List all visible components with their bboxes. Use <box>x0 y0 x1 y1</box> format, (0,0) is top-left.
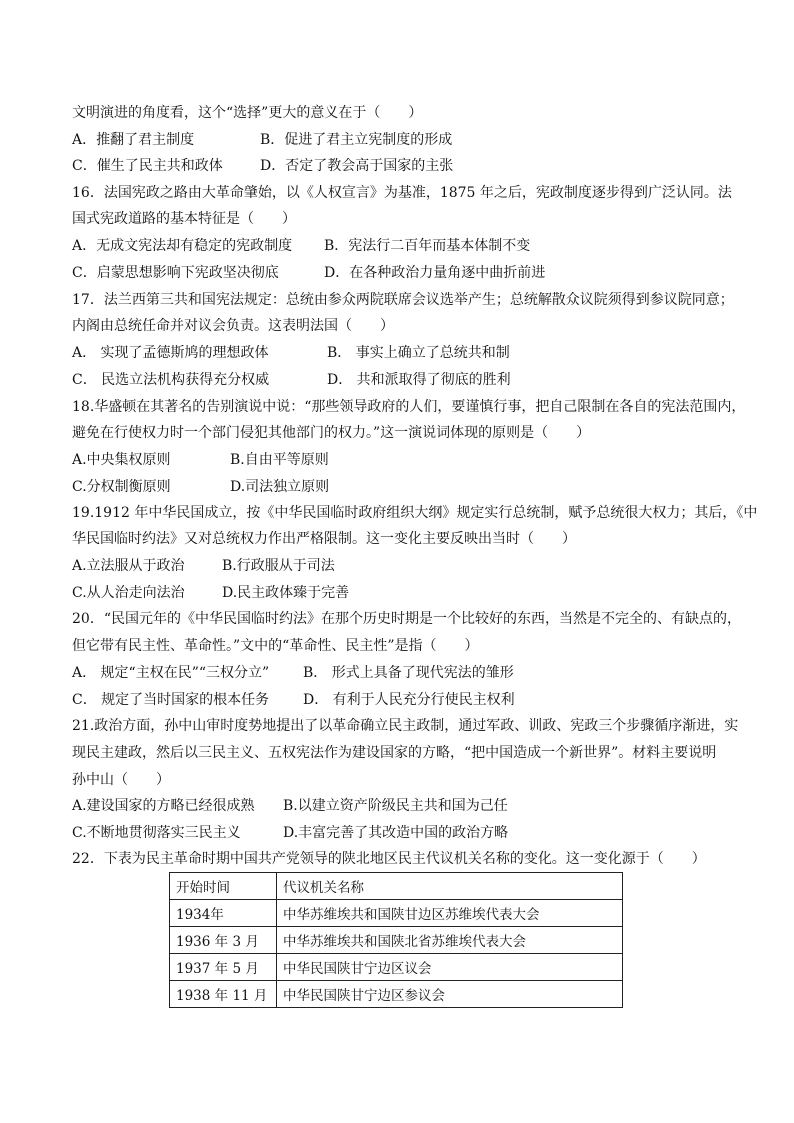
q22-table <box>169 872 623 1008</box>
q21-stem-line1: 21.政治方面，孙中山审时度势地提出了以革命确立民主政制，通过军政、训政、宪政三个步骤循序渐进，实 <box>72 718 739 734</box>
q19-stem-line2: 华民国临时约法》又对总统权力作出严格限制。这一变化主要反映出当时（ ） <box>72 531 576 547</box>
q15-option-a[interactable]: A．推翻了君主制度 <box>72 132 195 148</box>
table-row <box>170 927 623 954</box>
q19-option-a[interactable]: A.立法服从于政治 <box>72 558 185 574</box>
q17-stem-line1: 17．法兰西第三共和国宪法规定：总统由参众两院联席会议选举产生；总统解散众议院须得到参议院同意； <box>72 292 734 308</box>
q17-option-a[interactable]: A． 实现了孟德斯鸠的理想政体 <box>72 345 269 361</box>
table-header-organ-name: 代议机关名称 <box>277 873 623 900</box>
q20-option-c[interactable]: C． 规定了当时国家的根本任务 <box>72 692 270 708</box>
q18-stem-line2: 避免在行使权力时一个部门侵犯其他部门的权力。”这一演说词体现的原则是（ ） <box>72 425 591 441</box>
q16-stem-line2: 国式宪政道路的基本特征是（ ） <box>72 211 296 227</box>
q20-option-a[interactable]: A． 规定“主权在民”“三权分立” <box>72 665 270 681</box>
table-cell-name: 中华民国陕甘宁边区议会 <box>277 954 623 981</box>
q15-option-d[interactable]: D．否定了教会高于国家的主张 <box>260 158 454 174</box>
q20-stem-line1: 20．“民国元年的《中华民国临时约法》在那个历史时期是一个比较好的东西，当然是不完全的、有缺点的， <box>72 611 741 627</box>
table-header-row <box>170 873 623 900</box>
q18-option-b[interactable]: B.自由平等原则 <box>230 452 329 468</box>
q18-stem-line1: 18.华盛顿在其著名的告别演说中说：“那些领导政府的人们，要谨慎行事，把自己限制在各自的宪法范围内， <box>72 399 746 415</box>
q15-option-c[interactable]: C．催生了民主共和政体 <box>72 158 223 174</box>
q17-option-c[interactable]: C． 民选立法机构获得充分权威 <box>72 372 270 388</box>
table-row <box>170 981 623 1008</box>
q22-stem: 22．下表为民主革命时期中国共产党领导的陕北地区民主代议机关名称的变化。这一变化源于（ ） <box>72 851 706 867</box>
q17-stem-line2: 内阁由总统任命并对议会负责。这表明法国（ ） <box>72 318 394 334</box>
q20-option-b[interactable]: B． 形式上具备了现代宪法的雏形 <box>303 665 514 681</box>
q20-stem-line2: 但它带有民主性、革命性。”文中的“革命性、民主性”是指（ ） <box>72 638 479 654</box>
q16-option-c[interactable]: C．启蒙思想影响下宪政坚决彻底 <box>72 265 279 281</box>
q19-option-c[interactable]: C.从人治走向法治 <box>72 585 185 601</box>
q21-option-a[interactable]: A.建设国家的方略已经很成熟 <box>72 798 255 814</box>
q15-option-b[interactable]: B．促进了君主立宪制度的形成 <box>260 132 453 148</box>
q18-option-d[interactable]: D.司法独立原则 <box>230 479 330 495</box>
q21-stem-line2: 现民主建政，然后以三民主义、五权宪法作为建设国家的方略，“把中国造成一个新世界”。材料主要说明 <box>72 745 717 761</box>
table-cell-name: 中华苏维埃共和国陕甘边区苏维埃代表大会 <box>277 900 623 927</box>
q21-stem-line3: 孙中山（ ） <box>72 772 170 788</box>
q21-option-b[interactable]: B.以建立资产阶级民主共和国为己任 <box>283 798 508 814</box>
table-cell-time: 1937 年 5 月 <box>170 954 277 981</box>
q18-option-a[interactable]: A.中央集权原则 <box>72 452 171 468</box>
q19-stem-line1: 19.1912 年中华民国成立，按《中华民国临时政府组织大纲》规定实行总统制，赋予总统很大权力；其后，《中 <box>72 505 758 521</box>
q17-option-b[interactable]: B． 事实上确立了总统共和制 <box>327 345 510 361</box>
q16-option-b[interactable]: B．宪法行二百年而基本体制不变 <box>324 238 531 254</box>
table-cell-name: 中华民国陕甘宁边区参议会 <box>277 981 623 1008</box>
table-cell-time: 1934年 <box>170 900 277 927</box>
q19-option-d[interactable]: D.民主政体臻于完善 <box>222 585 350 601</box>
table-header-start-time: 开始时间 <box>170 873 277 900</box>
table-cell-name: 中华苏维埃共和国陕北省苏维埃代表大会 <box>277 927 623 954</box>
table-row <box>170 954 623 981</box>
table-cell-time: 1938 年 11 月 <box>170 981 277 1008</box>
q15-stem: 文明演进的角度看，这个“选择”更大的意义在于（ ） <box>72 105 423 121</box>
q16-option-a[interactable]: A．无成文宪法却有稳定的宪政制度 <box>72 238 293 254</box>
table-cell-time: 1936 年 3 月 <box>170 927 277 954</box>
q16-stem-line1: 16．法国宪政之路由大革命肇始，以《人权宣言》为基准，1875 年之后，宪政制度逐步得到广泛认同。法 <box>72 185 732 201</box>
q16-option-d[interactable]: D．在各种政治力量角逐中曲折前进 <box>324 265 546 281</box>
q21-option-d[interactable]: D.丰富完善了其改造中国的政治方略 <box>283 825 509 841</box>
q17-option-d[interactable]: D． 共和派取得了彻底的胜利 <box>327 372 511 388</box>
q20-option-d[interactable]: D． 有利于人民充分行使民主权利 <box>303 692 515 708</box>
q19-option-b[interactable]: B.行政服从于司法 <box>222 558 335 574</box>
q21-option-c[interactable]: C.不断地贯彻落实三民主义 <box>72 825 241 841</box>
table-row <box>170 900 623 927</box>
q18-option-c[interactable]: C.分权制衡原则 <box>72 479 171 495</box>
